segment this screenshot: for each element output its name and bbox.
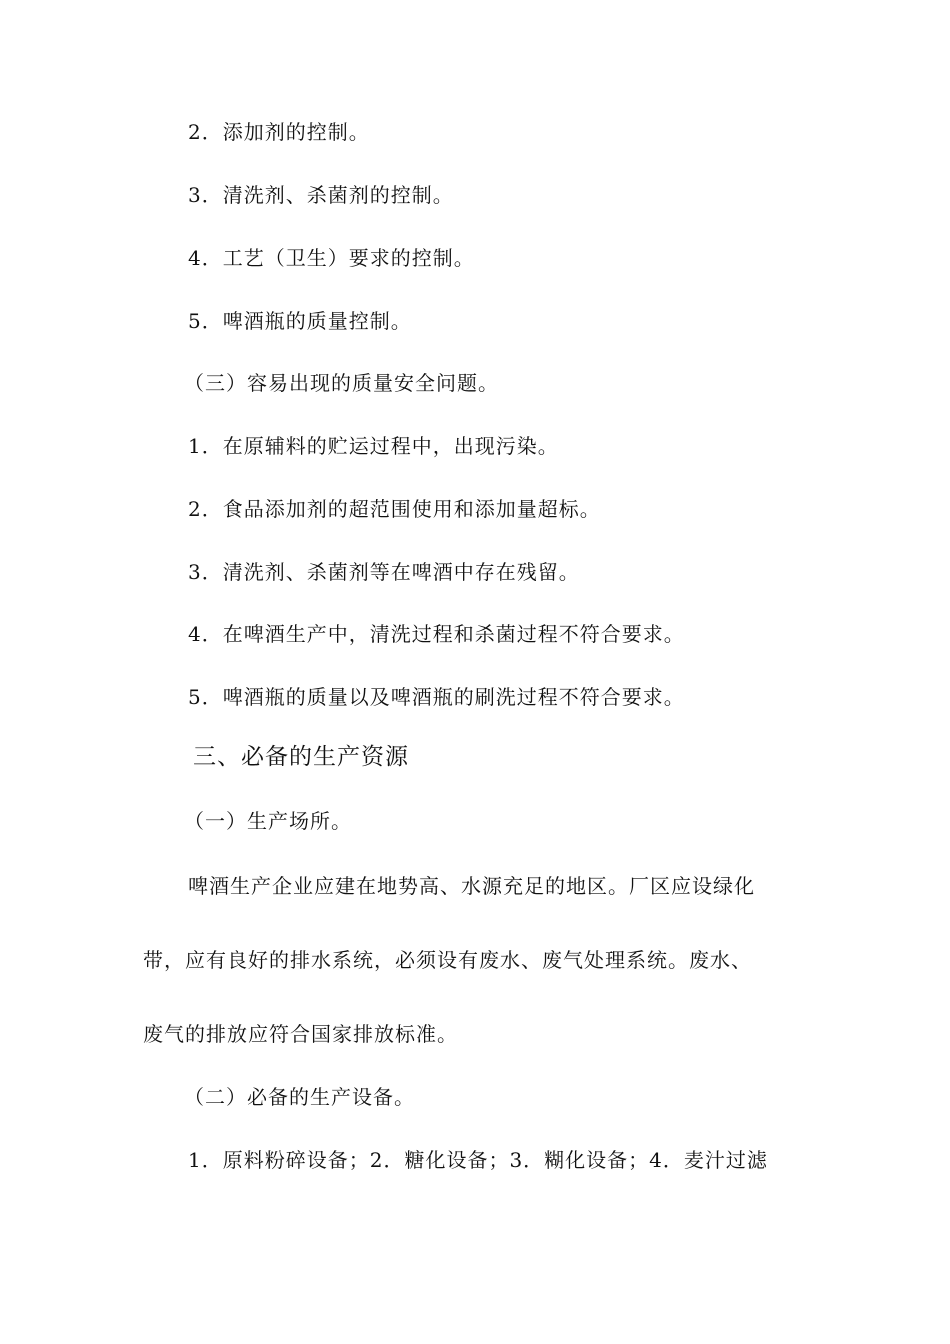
paragraph-line: 带，应有良好的排水系统，必须设有废水、废气处理系统。废水、 bbox=[143, 948, 752, 972]
section-heading: 三、必备的生产资源 bbox=[193, 744, 409, 770]
paragraph-line: 废气的排放应符合国家排放标准。 bbox=[143, 1022, 458, 1046]
paragraph-line: 1．原料粉碎设备；2．糖化设备；3．糊化设备；4．麦汁过滤 bbox=[188, 1148, 768, 1172]
paragraph-line: 啤酒生产企业应建在地势高、水源充足的地区。厂区应设绿化 bbox=[188, 874, 755, 898]
subsection-heading: （二）必备的生产设备。 bbox=[184, 1085, 415, 1109]
subsection-heading: （三）容易出现的质量安全问题。 bbox=[184, 371, 499, 395]
list-item: 2．食品添加剂的超范围使用和添加量超标。 bbox=[188, 497, 601, 521]
list-item: 3．清洗剂、杀菌剂的控制。 bbox=[188, 183, 454, 207]
subsection-heading: （一）生产场所。 bbox=[184, 809, 352, 833]
list-item: 4．在啤酒生产中，清洗过程和杀菌过程不符合要求。 bbox=[188, 622, 685, 646]
list-item: 5．啤酒瓶的质量控制。 bbox=[188, 309, 412, 333]
list-item: 4．工艺（卫生）要求的控制。 bbox=[188, 246, 475, 270]
list-item: 1．在原辅料的贮运过程中，出现污染。 bbox=[188, 434, 559, 458]
list-item: 2．添加剂的控制。 bbox=[188, 120, 370, 144]
list-item: 5．啤酒瓶的质量以及啤酒瓶的刷洗过程不符合要求。 bbox=[188, 685, 685, 709]
list-item: 3．清洗剂、杀菌剂等在啤酒中存在残留。 bbox=[188, 560, 580, 584]
